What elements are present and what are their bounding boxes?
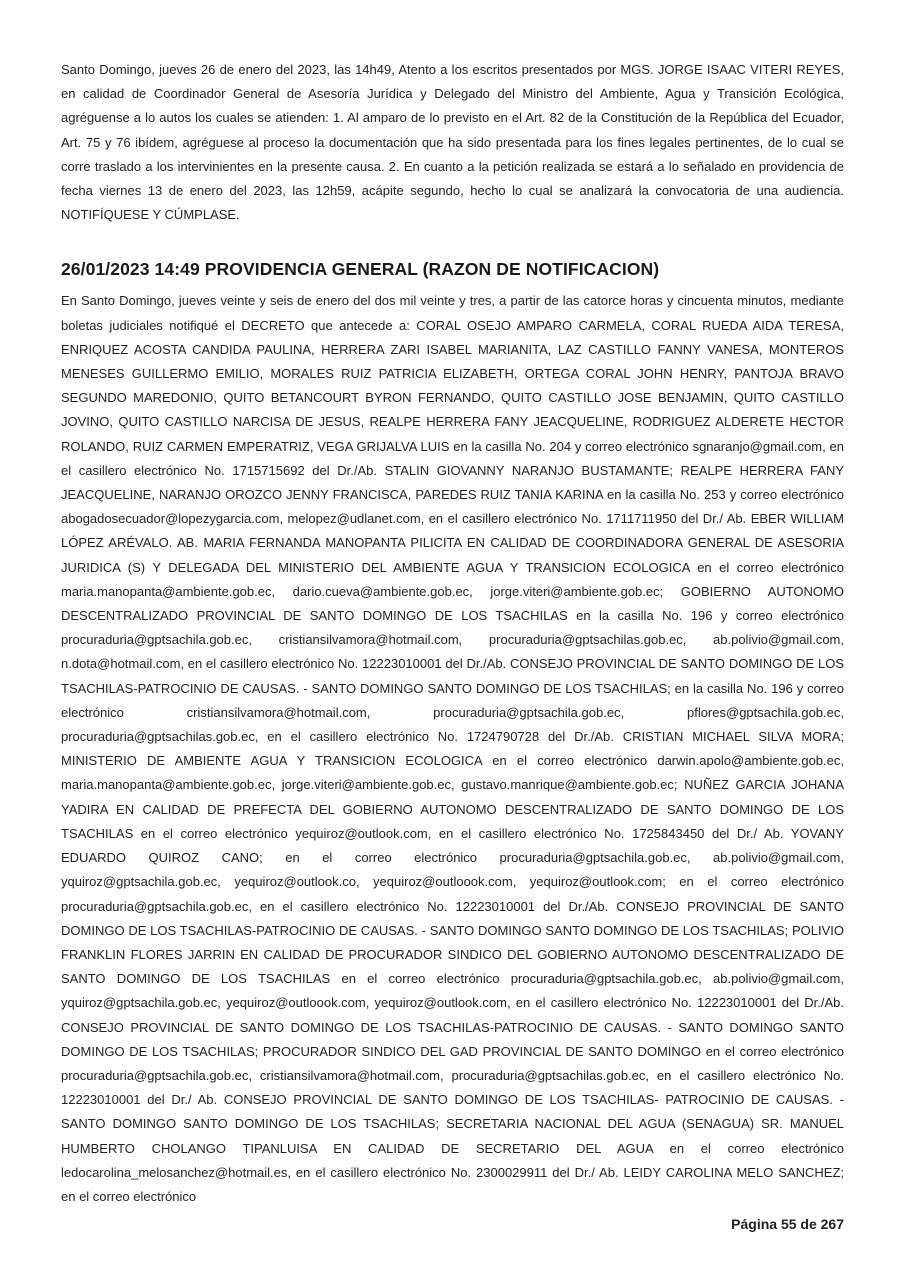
paragraph-decree: Santo Domingo, jueves 26 de enero del 2023, las 14h49, Atento a los escritos presentados por MGS. JORGE ISAAC VITERI REYES, en calidad de Coordinador General de Asesoría Jurídica y Delegado del Ministro del Ambiente, Agua y Transición Ecológica, agréguense a lo autos los cuales se atienden: 1. Al amparo de lo previsto en el Art. 82 de la Constitución de la República del Ecuador, Art. 75 y 76 ibídem, agréguese al proceso la documentación que ha sido presentada para los fines legales pertinentes, de lo cual se corre traslado a los intervinientes en la presente causa. 2. En cuanto a la petición realizada se estará a lo señalado en providencia de fecha viernes 13 de enero del 2023, las 12h59, acápite segundo, hecho lo cual se analizará la convocatoria de una audiencia. NOTIFÍQUESE Y CÚMPLASE. <box>61 62 844 223</box>
paragraph-notification: En Santo Domingo, jueves veinte y seis de enero del dos mil veinte y tres, a partir de las catorce horas y cincuenta minutos, mediante boletas judiciales notifiqué el DECRETO que antecede a: CORAL OSEJO AMPARO CARMELA, CORAL RUEDA AIDA TERESA, ENRIQUEZ ACOSTA CANDIDA PAULINA, HERRERA ZARI ISABEL MARIANITA, LAZ CASTILLO FANNY VANESA, MONTEROS MENESES GUILLERMO EMILIO, MORALES RUIZ PATRICIA ELIZABETH, ORTEGA CORAL JOHN HENRY, PANTOJA BRAVO SEGUNDO MAREDONIO, QUITO BETANCOURT BYRON FERNANDO, QUITO CASTILLO JOSE BENJAMIN, QUITO CASTILLO JOVINO, QUITO CASTILLO NARCISA DE JESUS, REALPE HERRERA FANY JEACQUELINE, RODRIGUEZ ALDERETE HECTOR ROLANDO, RUIZ CARMEN EMPERATRIZ, VEGA GRIJALVA LUIS en la casilla No. 204 y correo electrónico sgnaranjo@gmail.com, en el casillero electrónico No. 1715715692 del Dr./Ab. STALIN GIOVANNY NARANJO BUSTAMANTE; REALPE HERRERA FANY JEACQUELINE, NARANJO OROZCO JENNY FRANCISCA, PAREDES RUIZ TANIA KARINA en la casilla No. 253 y correo electrónico abogadosecuador@lopezygarcia.com, melopez@udlanet.com, en el casillero electrónico No. 1711711950 del Dr./ Ab. EBER WILLIAM LÓPEZ ARÉVALO. AB. MARIA FERNANDA MANOPANTA PILICITA EN CALIDAD DE COORDINADORA GENERAL DE ASESORIA JURIDICA (S) Y DELEGADA DEL MINISTERIO DEL AMBIENTE AGUA Y TRANSICION ECOLOGICA en el correo electrónico maria.manopanta@ambiente.gob.ec, dario.cueva@ambiente.gob.ec, jorge.viteri@ambiente.gob.ec; GOBIERNO AUTONOMO DESCENTRALIZADO PROVINCIAL DE SANTO DOMINGO DE LOS TSACHILAS en la casilla No. 196 y correo electrónico procuraduria@gptsachila.gob.ec, cristiansilvamora@hotmail.com, procuraduria@gptsachilas.gob.ec, ab.polivio@gmail.com, n.dota@hotmail.com, en el casillero electrónico No. 12223010001 del Dr./Ab. CONSEJO PROVINCIAL DE SANTO DOMINGO DE LOS TSACHILAS-PATROCINIO DE CAUSAS. - SANTO DOMINGO SANTO DOMINGO DE LOS TSACHILAS; en la casilla No. 196 y correo electrónico cristiansilvamora@hotmail.com, procuraduria@gptsachila.gob.ec, pflores@gptsachila.gob.ec, procuraduria@gptsachilas.gob.ec, en el casillero electrónico No. 1724790728 del Dr./Ab. CRISTIAN MICHAEL SILVA MORA; MINISTERIO DE AMBIENTE AGUA Y TRANSICION ECOLOGICA en el correo electrónico darwin.apolo@ambiente.gob.ec, maria.manopanta@ambiente.gob.ec, jorge.viteri@ambiente.gob.ec, gustavo.manrique@ambiente.gob.ec; NUÑEZ GARCIA JOHANA YADIRA EN CALIDAD DE PREFECTA DEL GOBIERNO AUTONOMO DESCENTRALIZADO DE SANTO DOMINGO DE LOS TSACHILAS en el correo electrónico yequiroz@outlook.com, en el casillero electrónico No. 1725843450 del Dr./ Ab. YOVANY EDUARDO QUIROZ CANO; en el correo electrónico procuraduria@gptsachila.gob.ec, ab.polivio@gmail.com, yquiroz@gptsachila.gob.ec, yequiroz@outlook.co, yequiroz@outloook.com, yequiroz@outlook.com; en el correo electrónico procuraduria@gptsachila.gob.ec, en el casillero electrónico No. 12223010001 del Dr./Ab. CONSEJO PROVINCIAL DE SANTO DOMINGO DE LOS TSACHILAS-PATROCINIO DE CAUSAS. - SANTO DOMINGO SANTO DOMINGO DE LOS TSACHILAS; POLIVIO FRANKLIN FLORES JARRIN EN CALIDAD DE PROCURADOR SINDICO DEL GOBIERNO AUTONOMO DESCENTRALIZADO DE SANTO DOMINGO DE LOS TSACHILAS en el correo electrónico procuraduria@gptsachila.gob.ec, ab.polivio@gmail.com, yquiroz@gptsachila.gob.ec, yequiroz@outloook.com, yequiroz@outlook.com, en el casillero electrónico No. 12223010001 del Dr./Ab. CONSEJO PROVINCIAL DE SANTO DOMINGO DE LOS TSACHILAS-PATROCINIO DE CAUSAS. - SANTO DOMINGO SANTO DOMINGO DE LOS TSACHILAS; PROCURADOR SINDICO DEL GAD PROVINCIAL DE SANTO DOMINGO en el correo electrónico procuraduria@gptsachila.gob.ec, cristiansilvamora@hotmail.com, procuraduria@gptsachilas.gob.ec, en el casillero electrónico No. 12223010001 del Dr./ Ab. CONSEJO PROVINCIAL DE SANTO DOMINGO DE LOS TSACHILAS- PATROCINIO DE CAUSAS. - SANTO DOMINGO SANTO DOMINGO DE LOS TSACHILAS; SECRETARIA NACIONAL DEL AGUA (SENAGUA) SR. MANUEL HUMBERTO CHOLANGO TIPANLUISA EN CALIDAD DE SECRETARIO DEL AGUA en el correo electrónico ledocarolina_melosanchez@hotmail.es, en el casillero electrónico No. 2300029911 del Dr./ Ab. LEIDY CAROLINA MELO SANCHEZ; en el correo electrónico <box>61 293 844 1204</box>
document-page <box>61 58 844 1209</box>
section-heading: 26/01/2023 14:49 PROVIDENCIA GENERAL (RAZON DE NOTIFICACION) <box>61 259 660 280</box>
page-number: Página 55 de 267 <box>731 1216 844 1232</box>
